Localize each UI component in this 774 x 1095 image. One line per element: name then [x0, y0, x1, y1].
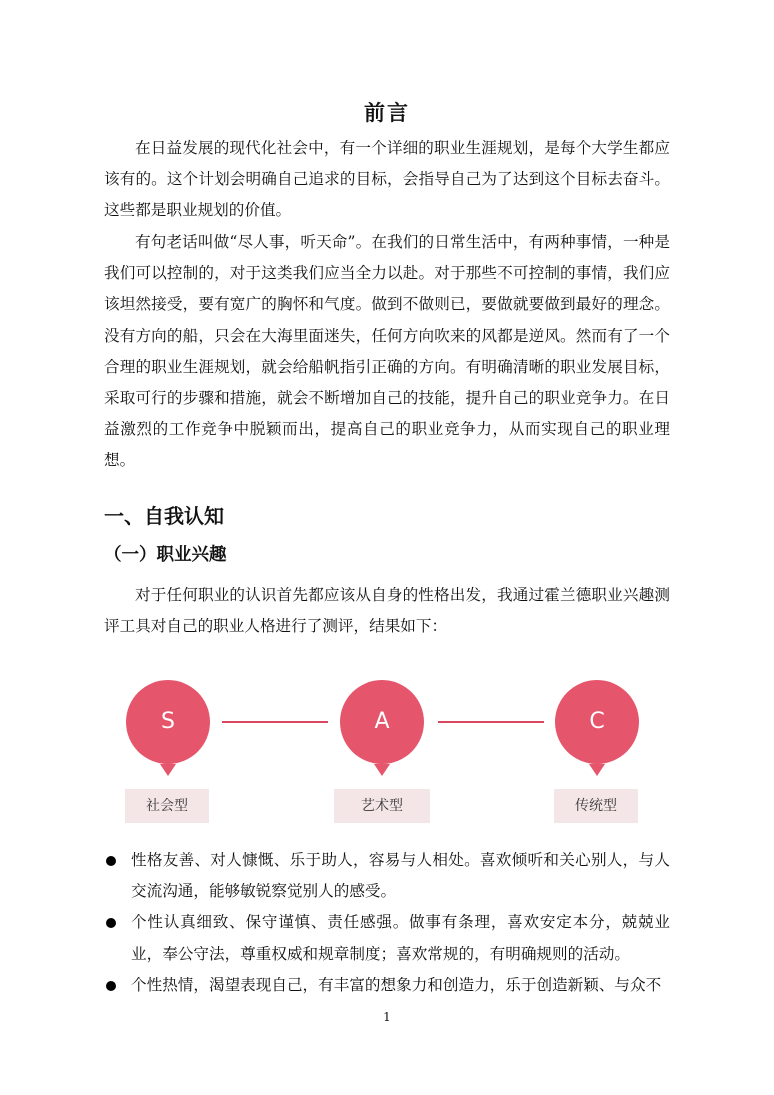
pointer-triangle	[374, 764, 390, 776]
list-item	[104, 845, 670, 907]
bullet-dot-icon	[106, 856, 116, 866]
holland-tag-conventional: 传统型	[554, 789, 638, 823]
list-item	[104, 970, 670, 1001]
preface-paragraph-1: 在日益发展的现代化社会中，有一个详细的职业生涯规划，是每个大学生都应该有的。这个计划会明确自己追求的目标，会指导自己为了达到这个目标去奋斗。这些都是职业规划的价值。	[104, 139, 670, 220]
holland-circle-c: C	[555, 680, 639, 764]
list-item-text: 个性热情，渴望表现自己，有丰富的想象力和创造力，乐于创造新颖、与众不	[131, 975, 662, 994]
bullet-dot-icon	[106, 981, 116, 991]
pointer-triangle	[160, 764, 176, 776]
pointer-triangle	[589, 764, 605, 776]
list-item-text: 个性认真细致、保守谨慎、责任感强。做事有条理，喜欢安定本分，兢兢业业，奉公守法，尊重权威和规章制度；喜欢常规的，有明确规则的活动。	[131, 913, 670, 963]
section-heading: 一、自我认知	[104, 504, 224, 528]
preface-paragraph-2: 有句老话叫做“尽人事，听天命”。在我们的日常生活中，有两种事情，一种是我们可以控制的，对于这类我们应当全力以赴。对于那些不可控制的事情，我们应该坦然接受，要有宽广的胸怀和气度。做到不做则已，要做就要做到最好的理念。没有方向的船，只会在大海里面迷失，任何方向吹来的风都是逆风。然而有了一个合理的职业生涯规划，就会给船帆指引正确的方向。有明确清晰的职业发展目标，采取可行的步骤和措施，就会不断增加自己的技能，提升自己的职业竞争力。在日益激烈的工作竞争中脱颖而出，提高自己的职业竞争力，从而实现自己的职业理想。	[104, 233, 670, 470]
preface-title: 前言	[364, 101, 410, 125]
holland-circle-a: A	[340, 680, 424, 764]
page-number: 1	[383, 1010, 391, 1024]
holland-tag-artistic: 艺术型	[334, 789, 430, 823]
trait-list	[104, 845, 670, 1001]
section-subheading: （一）职业兴趣	[104, 545, 227, 565]
connector-line	[438, 721, 544, 723]
list-item	[104, 907, 670, 969]
section-intro-paragraph: 对于任何职业的认识首先都应该从自身的性格出发，我通过霍兰德职业兴趣测评工具对自己的职业人格进行了测评，结果如下：	[104, 586, 670, 636]
connector-line	[222, 721, 328, 723]
holland-circle-s: S	[126, 680, 210, 764]
list-item-text: 性格友善、对人慷慨、乐于助人，容易与人相处。喜欢倾听和关心别人，与人交流沟通，能够敏锐察觉别人的感受。	[131, 851, 670, 901]
holland-tag-social: 社会型	[125, 789, 209, 823]
bullet-dot-icon	[106, 918, 116, 928]
